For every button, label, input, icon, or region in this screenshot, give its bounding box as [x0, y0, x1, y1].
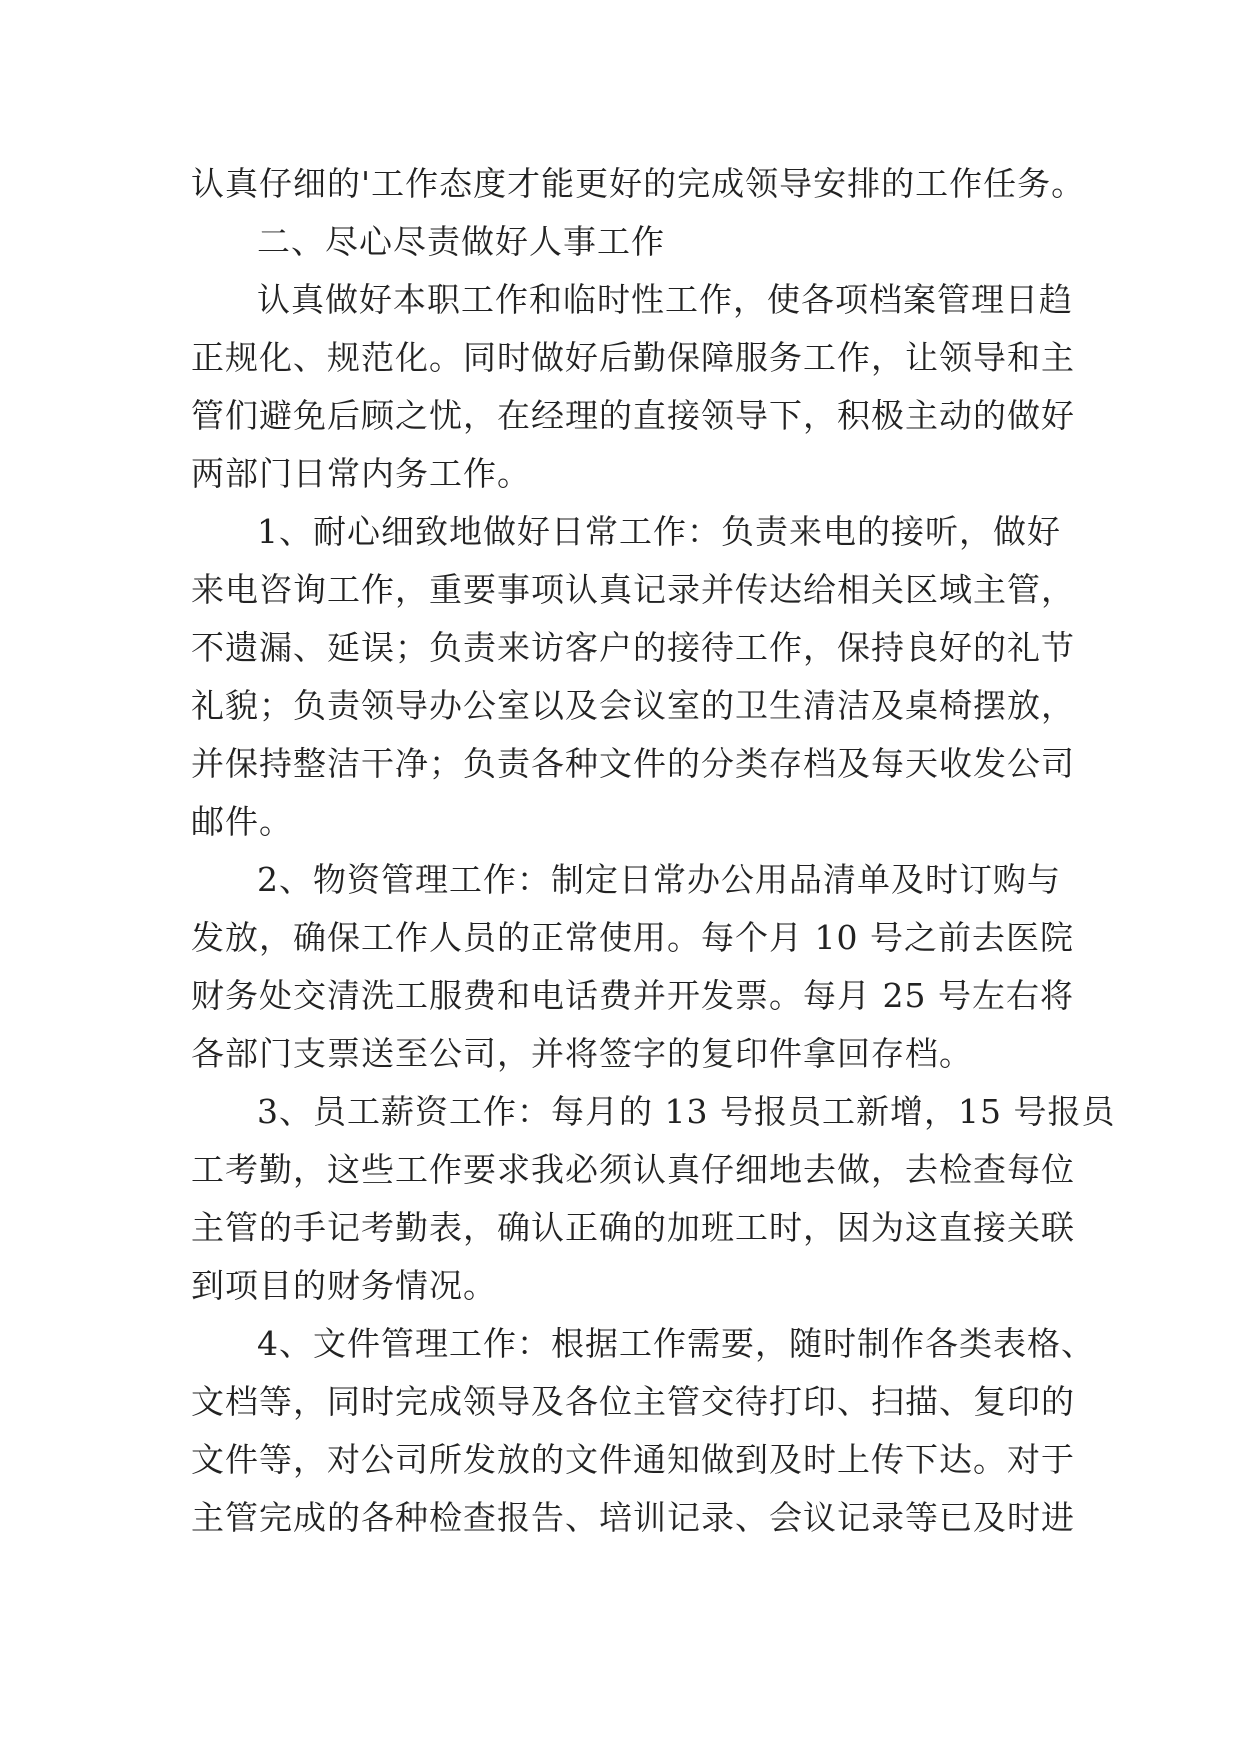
- document-body: [191, 155, 1116, 1547]
- text-line: 3、员工薪资工作：每月的 13 号报员工新增，15 号报员: [257, 1092, 1116, 1131]
- text-line: 邮件。: [191, 802, 293, 841]
- text-line: 认真做好本职工作和临时性工作，使各项档案管理日趋: [257, 280, 1073, 319]
- text-line: 发放，确保工作人员的正常使用。每个月 10 号之前去医院: [191, 918, 1074, 957]
- text-line: 管们避免后顾之忧，在经理的直接领导下，积极主动的做好: [191, 396, 1075, 435]
- text-line: 到项目的财务情况。: [191, 1266, 497, 1305]
- text-line: 来电咨询工作，重要事项认真记录并传达给相关区域主管，: [191, 570, 1075, 609]
- text-line: 正规化、规范化。同时做好后勤保障服务工作，让领导和主: [191, 338, 1075, 377]
- text-line: 4、文件管理工作：根据工作需要，随时制作各类表格、: [257, 1324, 1095, 1363]
- text-line: 两部门日常内务工作。: [191, 454, 531, 493]
- text-line: 主管的手记考勤表，确认正确的加班工时，因为这直接关联: [191, 1208, 1075, 1247]
- text-line: 2、物资管理工作：制定日常办公用品清单及时订购与: [257, 860, 1061, 899]
- text-line: 财务处交清洗工服费和电话费并开发票。每月 25 号左右将: [191, 976, 1074, 1015]
- text-line: 文件等，对公司所发放的文件通知做到及时上传下达。对于: [191, 1440, 1075, 1479]
- text-line: 不遗漏、延误；负责来访客户的接待工作，保持良好的礼节: [191, 628, 1075, 667]
- text-line: 二、尽心尽责做好人事工作: [257, 222, 665, 261]
- text-line: 认真仔细的'工作态度才能更好的完成领导安排的工作任务。: [191, 164, 1086, 203]
- text-line: 礼貌；负责领导办公室以及会议室的卫生清洁及桌椅摆放，: [191, 686, 1075, 725]
- text-line: 各部门支票送至公司，并将签字的复印件拿回存档。: [191, 1034, 973, 1073]
- text-line: 并保持整洁干净；负责各种文件的分类存档及每天收发公司: [191, 744, 1075, 783]
- text-line: 文档等，同时完成领导及各位主管交待打印、扫描、复印的: [191, 1382, 1075, 1421]
- text-line: 主管完成的各种检查报告、培训记录、会议记录等已及时进: [191, 1498, 1075, 1537]
- text-line: 工考勤，这些工作要求我必须认真仔细地去做，去检查每位: [191, 1150, 1075, 1189]
- text-line: 1、耐心细致地做好日常工作：负责来电的接听，做好: [257, 512, 1061, 551]
